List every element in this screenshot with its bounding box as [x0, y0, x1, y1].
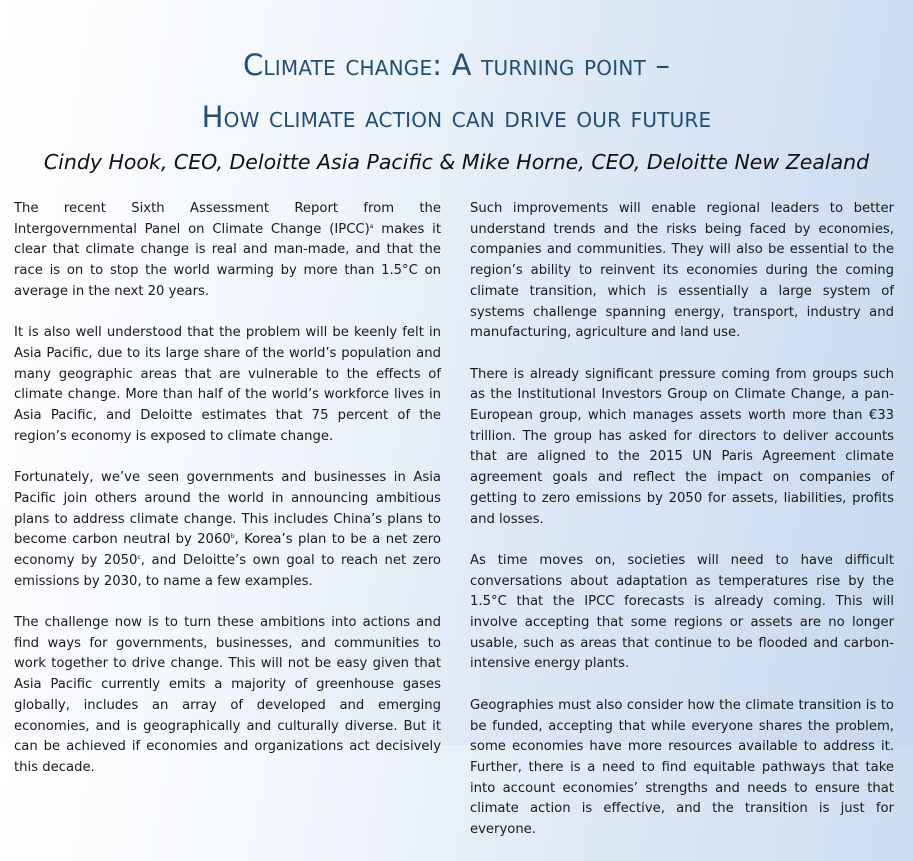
- left-paragraph-2: It is also well understood that the problem will be keenly felt in Asia Pacific, due to its large share of the world’s population and many geographic areas that are vulnerable to the effects of climate change. More than half of the world’s workforce lives in Asia Pacific, and Deloitte estimates that 75 percent of the region’s economy is exposed to climate change.: [14, 325, 441, 444]
- left-p1-text-a: The recent Sixth Assessment Report from the Intergovernmental Panel on Climate Change (IPCC): [14, 201, 441, 237]
- left-column: [14, 199, 441, 799]
- footnote-ref-a: a: [369, 222, 374, 230]
- authors-byline: Cindy Hook, CEO, Deloitte Asia Pacific & Mike Horne, CEO, Deloitte New Zealand: [43, 150, 870, 174]
- left-p3-text-c: , and Deloitte’s own goal to reach net zero emissions by 2030, to name a few examples.: [14, 552, 441, 589]
- footnote-ref-b: b: [230, 533, 235, 541]
- footnote-ref-c: c: [137, 553, 141, 561]
- left-paragraph-4: The challenge now is to turn these ambitions into actions and find ways for governments, businesses, and communities to work together to drive change. This will not be easy given that Asia Pacific currently emits a majority of greenhouse gases globally, includes an array of developed and emerging economies, and is geographically and culturally diverse. But it can be achieved if economies and organizations act decisively this decade.: [14, 615, 441, 775]
- left-p3-text-b: , Korea’s plan to be a net zero economy by 2050: [14, 532, 441, 568]
- right-column: [470, 199, 894, 861]
- left-paragraph-3: [14, 468, 441, 592]
- title-line-1: Climate change: A turning point –: [242, 48, 671, 82]
- title-line-2: How climate action can drive our future: [201, 100, 712, 134]
- right-paragraph-4: Geographies must also consider how the climate transition is to be funded, accepting that while everyone shares the problem, some economies have more resources available to address it. Further, there is a need to find equitable pathways that take into account economies’ strengths and needs to ensure that climate action is effective, and the transition is just for everyone.: [470, 697, 894, 838]
- left-paragraph-1: [14, 199, 441, 303]
- right-paragraph-2: There is already significant pressure coming from groups such as the Institutional Investors Group on Climate Change, a pan-European group, which manages assets worth more than €33 trillion. The group has asked for directors to deliver accounts that are aligned to the 2015 UN Paris Agreement climate agreement goals and reflect the impact on companies of getting to zero emissions by 2050 for assets, liabilities, profits and losses.: [470, 366, 894, 527]
- right-paragraph-3: As time moves on, societies will need to have difficult conversations about adaptation as temperatures rise by the 1.5°C that the IPCC forecasts is already coming. This will involve accepting that some regions or assets are no longer usable, such as areas that continue to be flooded and carbon-intensive energy plants.: [470, 552, 894, 672]
- left-p1-text-b: makes it clear that climate change is real and man-made, and that the race is on to stop the world warming by more than 1.5°C on average in the next 20 years.: [14, 221, 442, 299]
- left-p3-text-a: Fortunately, we’ve seen governments and businesses in Asia Pacific join others around the world in announcing ambitious plans to address climate change. This includes China’s plans to become carbon neutral by 2060: [14, 470, 441, 548]
- right-paragraph-1: Such improvements will enable regional leaders to better understand trends and the risks being faced by economies, companies and communities. They will also be essential to the region’s ability to reinvent its economies during the coming climate transition, which is essentially a large system of systems challenge spanning energy, transport, industry and manufacturing, agriculture and land use.: [470, 201, 894, 341]
